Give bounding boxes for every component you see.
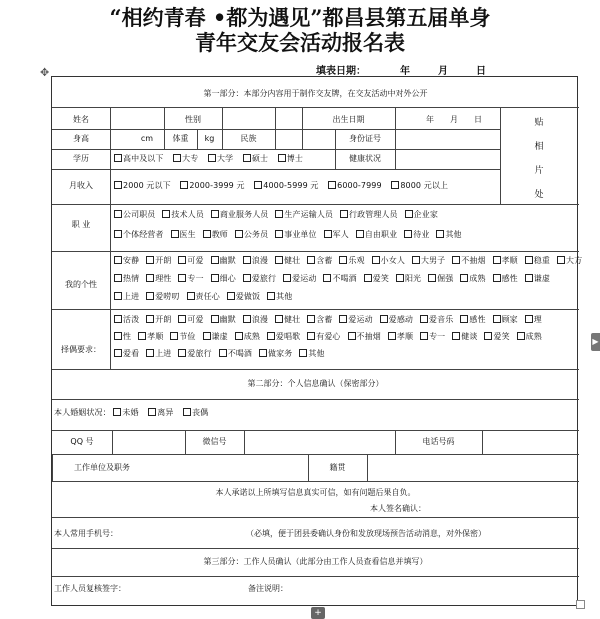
checkbox-icon[interactable] xyxy=(243,256,251,264)
partner-option-b-11[interactable]: 健谈 xyxy=(452,332,477,341)
partner-option-a-3[interactable]: 可爱 xyxy=(178,315,203,324)
partner-option-a-9[interactable]: 爱感动 xyxy=(380,315,413,324)
partner-option-b-9[interactable]: 孝顺 xyxy=(388,332,413,341)
job-option-a-1[interactable]: 公司职员 xyxy=(114,210,155,219)
job-option-b-5[interactable]: 事业单位 xyxy=(275,230,316,239)
job-option-b-1[interactable]: 个体经营者 xyxy=(114,230,164,239)
checkbox-icon[interactable] xyxy=(170,332,178,340)
checkbox-icon[interactable] xyxy=(307,332,315,340)
marital-option-2[interactable]: 离异 xyxy=(148,408,173,417)
personality-option-b-2[interactable]: 理性 xyxy=(146,274,171,283)
checkbox-icon[interactable] xyxy=(211,256,219,264)
checkbox-icon[interactable] xyxy=(484,332,492,340)
job-option-b-6[interactable]: 军人 xyxy=(324,230,349,239)
personality-option-c-4[interactable]: 爱做饭 xyxy=(227,292,260,301)
partner-option-a-8[interactable]: 爱运动 xyxy=(339,315,372,324)
checkbox-icon[interactable] xyxy=(146,349,154,357)
checkbox-icon[interactable] xyxy=(340,210,348,218)
checkbox-icon[interactable] xyxy=(138,332,146,340)
personality-option-c-2[interactable]: 爱唠叨 xyxy=(146,292,179,301)
checkbox-icon[interactable] xyxy=(178,274,186,282)
checkbox-icon[interactable] xyxy=(114,349,122,357)
education-options xyxy=(114,154,310,164)
checkbox-icon[interactable] xyxy=(267,332,275,340)
job-option-a-4[interactable]: 生产运输人员 xyxy=(275,210,333,219)
personality-option-a-3[interactable]: 可爱 xyxy=(178,256,203,265)
resize-handle[interactable] xyxy=(576,600,585,609)
checkbox-icon[interactable] xyxy=(114,315,122,323)
checkbox-icon[interactable] xyxy=(275,315,283,323)
income-option-5[interactable]: 8000 元以上 xyxy=(391,181,448,190)
personality-option-a-2[interactable]: 开朗 xyxy=(146,256,171,265)
personality-options-line2 xyxy=(114,274,557,284)
partner-option-a-1[interactable]: 活泼 xyxy=(114,315,139,324)
checkbox-icon[interactable] xyxy=(114,256,122,264)
education-label: 学历 xyxy=(73,154,89,163)
checkbox-icon[interactable] xyxy=(114,274,122,282)
partner-option-b-10[interactable]: 专一 xyxy=(420,332,445,341)
checkbox-icon[interactable] xyxy=(162,210,170,218)
edu-option-2[interactable]: 大专 xyxy=(173,154,198,163)
birth-year: 年 xyxy=(426,115,434,124)
checkbox-icon[interactable] xyxy=(388,332,396,340)
checkbox-icon[interactable] xyxy=(348,332,356,340)
part2-header: 第二部分：个人信息确认（保密部分） xyxy=(247,379,384,388)
marital-label: 本人婚姻状况： xyxy=(54,408,111,417)
job-option-a-6[interactable]: 企业家 xyxy=(405,210,438,219)
personality-option-b-7[interactable]: 不喝酒 xyxy=(323,274,356,283)
part1-header: 第一部分：本部分内容用于制作交友牌，在交友活动中对外公开 xyxy=(203,89,428,98)
partner-option-b-1[interactable]: 性 xyxy=(114,332,131,341)
partner-option-a-6[interactable]: 健壮 xyxy=(275,315,300,324)
move-cross-icon[interactable]: ✥ xyxy=(40,66,50,79)
checkbox-icon[interactable] xyxy=(364,274,372,282)
checkbox-icon[interactable] xyxy=(114,230,122,238)
job-option-b-4[interactable]: 公务员 xyxy=(235,230,268,239)
personality-option-b-8[interactable]: 爱笑 xyxy=(364,274,389,283)
id-number-label: 身份证号 xyxy=(349,134,381,143)
job-option-b-2[interactable]: 医生 xyxy=(171,230,196,239)
form-table xyxy=(51,76,583,606)
personality-option-b-1[interactable]: 热情 xyxy=(114,274,139,283)
checkbox-icon[interactable] xyxy=(420,315,428,323)
partner-option-b-8[interactable]: 不抽烟 xyxy=(348,332,381,341)
checkbox-icon[interactable] xyxy=(227,292,235,300)
photo-char-1: 贴 xyxy=(534,118,544,128)
checkbox-icon[interactable] xyxy=(460,315,468,323)
personality-option-c-5[interactable]: 其他 xyxy=(267,292,292,301)
checkbox-icon[interactable] xyxy=(307,256,315,264)
personality-option-b-9[interactable]: 阳光 xyxy=(396,274,421,283)
partner-option-a-7[interactable]: 含蓄 xyxy=(307,315,332,324)
checkbox-icon[interactable] xyxy=(356,230,364,238)
birth-day: 日 xyxy=(474,115,482,124)
checkbox-icon[interactable] xyxy=(372,256,380,264)
checkbox-icon[interactable] xyxy=(299,349,307,357)
checkbox-icon[interactable] xyxy=(146,256,154,264)
partner-option-a-11[interactable]: 感性 xyxy=(460,315,485,324)
marital-row xyxy=(54,408,215,418)
personality-option-b-3[interactable]: 专一 xyxy=(178,274,203,283)
job-option-b-8[interactable]: 待业 xyxy=(404,230,429,239)
checkbox-icon[interactable] xyxy=(339,315,347,323)
checkbox-icon[interactable] xyxy=(203,332,211,340)
checkbox-icon[interactable] xyxy=(493,274,501,282)
ethnic-label: 民族 xyxy=(240,134,257,143)
partner-option-b-13[interactable]: 成熟 xyxy=(517,332,542,341)
partner-option-c-5[interactable]: 做家务 xyxy=(259,349,292,358)
mobile-label: 本人常用手机号： xyxy=(54,529,118,538)
checkbox-icon[interactable] xyxy=(283,274,291,282)
checkbox-icon[interactable] xyxy=(420,332,428,340)
job-option-b-9[interactable]: 其他 xyxy=(436,230,461,239)
partner-option-a-2[interactable]: 开朗 xyxy=(146,315,171,324)
personality-option-a-4[interactable]: 幽默 xyxy=(211,256,236,265)
partner-option-a-4[interactable]: 幽默 xyxy=(211,315,236,324)
checkbox-icon[interactable] xyxy=(178,315,186,323)
checkbox-icon[interactable] xyxy=(493,256,501,264)
checkbox-icon[interactable] xyxy=(323,274,331,282)
checkbox-icon[interactable] xyxy=(275,256,283,264)
checkbox-icon[interactable] xyxy=(114,332,122,340)
checkbox-icon[interactable] xyxy=(404,230,412,238)
cm-unit: cm xyxy=(140,134,154,143)
kg-unit: kg xyxy=(204,134,215,143)
photo-char-4: 处 xyxy=(534,190,544,200)
checkbox-icon[interactable] xyxy=(114,292,122,300)
checkbox-icon[interactable] xyxy=(267,292,275,300)
personality-option-b-11[interactable]: 成熟 xyxy=(460,274,485,283)
checkbox-icon[interactable] xyxy=(517,332,525,340)
mobile-note: （必填，便于团县委确认身份和发放现场预告活动消息，对外保密） xyxy=(246,529,486,538)
personality-option-a-10[interactable]: 大男子 xyxy=(412,256,445,265)
personality-option-c-1[interactable]: 上进 xyxy=(114,292,139,301)
income-options xyxy=(114,181,455,191)
personality-option-a-13[interactable]: 稳重 xyxy=(525,256,550,265)
checkbox-icon[interactable] xyxy=(339,256,347,264)
edu-option-3[interactable]: 大学 xyxy=(208,154,233,163)
personality-option-a-12[interactable]: 孝顺 xyxy=(493,256,518,265)
form-title-line2: 青年交友会活动报名表 xyxy=(195,30,405,55)
income-option-2[interactable]: 2000-3999 元 xyxy=(180,181,244,190)
height-label: 身高 xyxy=(73,134,89,143)
staff-sign-label: 工作人员复核签字： xyxy=(54,584,126,593)
photo-char-2: 相 xyxy=(534,142,544,152)
checkbox-icon[interactable] xyxy=(114,210,122,218)
job-option-a-2[interactable]: 技术人员 xyxy=(162,210,203,219)
checkbox-icon[interactable] xyxy=(211,210,219,218)
work-unit-label: 工作单位及职务 xyxy=(74,463,130,472)
personality-option-b-4[interactable]: 细心 xyxy=(211,274,236,283)
part3-header: 第三部分：工作人员确认（此部分由工作人员查看信息并填写） xyxy=(203,557,428,566)
checkbox-icon[interactable] xyxy=(146,292,154,300)
fill-date-label: 填表日期： xyxy=(316,66,366,77)
income-label: 月收入 xyxy=(69,181,93,190)
checkbox-icon[interactable] xyxy=(243,274,251,282)
checkbox-icon[interactable] xyxy=(146,274,154,282)
job-options-line2 xyxy=(114,230,469,240)
checkbox-icon[interactable] xyxy=(235,230,243,238)
personality-option-a-14[interactable]: 大方 xyxy=(557,256,582,265)
partner-options-line3 xyxy=(114,349,332,359)
partner-option-b-7[interactable]: 有爱心 xyxy=(307,332,340,341)
partner-option-c-6[interactable]: 其他 xyxy=(299,349,324,358)
checkbox-icon[interactable] xyxy=(460,274,468,282)
partner-option-b-4[interactable]: 谦虚 xyxy=(203,332,228,341)
checkbox-icon[interactable] xyxy=(146,315,154,323)
fill-date-day: 日 xyxy=(476,66,486,77)
edu-option-4[interactable]: 硕士 xyxy=(243,154,268,163)
income-option-3[interactable]: 4000-5999 元 xyxy=(254,181,318,190)
form-title-line1: “相约青春 •都为遇见”都昌县第五届单身 xyxy=(109,5,491,30)
partner-options-line1 xyxy=(114,315,549,325)
fill-date-month: 月 xyxy=(438,66,448,77)
personality-option-b-5[interactable]: 爱旅行 xyxy=(243,274,276,283)
plus-icon[interactable]: + xyxy=(311,607,325,619)
checkbox-icon[interactable] xyxy=(380,315,388,323)
fill-date-year: 年 xyxy=(400,66,410,77)
gender-label: 性别 xyxy=(185,115,201,124)
checkbox-icon[interactable] xyxy=(452,332,460,340)
partner-option-b-6[interactable]: 爱唱歌 xyxy=(267,332,300,341)
checkbox-icon[interactable] xyxy=(211,274,219,282)
checkbox-icon[interactable] xyxy=(211,315,219,323)
marital-option-1[interactable]: 未婚 xyxy=(113,408,138,417)
checkbox-icon[interactable] xyxy=(178,349,186,357)
native-place-label: 籍贯 xyxy=(329,463,346,472)
pledge-text: 本人承诺以上所填写信息真实可信，如有问题后果自负。 xyxy=(215,488,416,497)
weight-label: 体重 xyxy=(172,134,189,143)
checkbox-icon[interactable] xyxy=(275,230,283,238)
personality-option-a-6[interactable]: 健壮 xyxy=(275,256,300,265)
personality-label: 我的个性 xyxy=(65,280,97,289)
pledge-sign-label: 本人签名确认： xyxy=(370,504,426,513)
partner-option-c-2[interactable]: 上进 xyxy=(146,349,171,358)
partner-option-c-3[interactable]: 爱旅行 xyxy=(178,349,211,358)
job-option-b-7[interactable]: 自由职业 xyxy=(356,230,397,239)
checkbox-icon[interactable] xyxy=(178,256,186,264)
staff-remark-label: 备注说明： xyxy=(248,584,288,593)
birth-label: 出生日期 xyxy=(332,115,365,124)
edu-option-5[interactable]: 博士 xyxy=(278,154,303,163)
checkbox-icon[interactable] xyxy=(243,315,251,323)
checkbox-icon[interactable] xyxy=(235,332,243,340)
partner-option-c-4[interactable]: 不喝酒 xyxy=(219,349,252,358)
partner-option-b-5[interactable]: 成熟 xyxy=(235,332,260,341)
checkbox-icon[interactable] xyxy=(307,315,315,323)
income-option-1[interactable]: 2000 元以下 xyxy=(114,181,171,190)
checkbox-icon[interactable] xyxy=(203,230,211,238)
phone-label: 电话号码 xyxy=(422,437,455,446)
personality-options-line1 xyxy=(114,256,589,266)
checkbox-icon[interactable] xyxy=(525,315,533,323)
checkbox-icon[interactable] xyxy=(324,230,332,238)
job-label: 职 业 xyxy=(71,220,91,229)
health-label: 健康状况 xyxy=(349,154,381,163)
edu-option-1[interactable]: 高中及以下 xyxy=(114,154,164,163)
wechat-label: 微信号 xyxy=(202,437,227,446)
checkbox-icon[interactable] xyxy=(405,210,413,218)
personality-option-b-12[interactable]: 感性 xyxy=(493,274,518,283)
job-option-b-3[interactable]: 教师 xyxy=(203,230,228,239)
personality-option-c-3[interactable]: 责任心 xyxy=(187,292,220,301)
personality-option-a-8[interactable]: 乐观 xyxy=(339,256,364,265)
checkbox-icon[interactable] xyxy=(493,315,501,323)
partner-label: 择偶要求： xyxy=(61,345,101,354)
checkbox-icon[interactable] xyxy=(557,256,565,264)
job-option-a-3[interactable]: 商业服务人员 xyxy=(211,210,269,219)
personality-option-a-9[interactable]: 小女人 xyxy=(372,256,405,265)
partner-option-a-12[interactable]: 顾家 xyxy=(493,315,518,324)
personality-option-b-13[interactable]: 谦虚 xyxy=(525,274,550,283)
checkbox-icon[interactable] xyxy=(219,349,227,357)
photo-char-3: 片 xyxy=(534,166,544,176)
partner-option-c-1[interactable]: 爱看 xyxy=(114,349,139,358)
checkbox-icon[interactable] xyxy=(452,256,460,264)
birth-month: 月 xyxy=(450,115,458,124)
partner-options-line2 xyxy=(114,332,549,342)
personality-option-b-6[interactable]: 爱运动 xyxy=(283,274,316,283)
income-option-4[interactable]: 6000-7999 xyxy=(328,181,382,190)
checkbox-icon[interactable] xyxy=(396,274,404,282)
right-arrow-icon[interactable]: ▶ xyxy=(591,333,600,351)
checkbox-icon[interactable] xyxy=(525,274,533,282)
partner-option-a-10[interactable]: 爱音乐 xyxy=(420,315,453,324)
partner-option-b-3[interactable]: 节俭 xyxy=(170,332,195,341)
checkbox-icon[interactable] xyxy=(436,230,444,238)
marital-option-3[interactable]: 丧偶 xyxy=(183,408,208,417)
job-options-line1 xyxy=(114,210,445,220)
checkbox-icon[interactable] xyxy=(428,274,436,282)
checkbox-icon[interactable] xyxy=(412,256,420,264)
personality-option-a-11[interactable]: 不抽烟 xyxy=(452,256,485,265)
checkbox-icon[interactable] xyxy=(187,292,195,300)
job-option-a-5[interactable]: 行政管理人员 xyxy=(340,210,398,219)
qq-label: QQ 号 xyxy=(70,437,94,446)
partner-option-b-2[interactable]: 孝顺 xyxy=(138,332,163,341)
personality-option-a-7[interactable]: 含蓄 xyxy=(307,256,332,265)
checkbox-icon[interactable] xyxy=(275,210,283,218)
checkbox-icon[interactable] xyxy=(171,230,179,238)
partner-option-b-12[interactable]: 爱笑 xyxy=(484,332,509,341)
checkbox-icon[interactable] xyxy=(525,256,533,264)
personality-option-a-1[interactable]: 安静 xyxy=(114,256,139,265)
personality-option-b-10[interactable]: 倔强 xyxy=(428,274,453,283)
partner-option-a-13[interactable]: 理 xyxy=(525,315,542,324)
partner-option-a-5[interactable]: 浪漫 xyxy=(243,315,268,324)
personality-option-a-5[interactable]: 浪漫 xyxy=(243,256,268,265)
checkbox-icon[interactable] xyxy=(259,349,267,357)
name-label: 姓名 xyxy=(73,115,89,124)
personality-options-line3 xyxy=(114,292,299,302)
